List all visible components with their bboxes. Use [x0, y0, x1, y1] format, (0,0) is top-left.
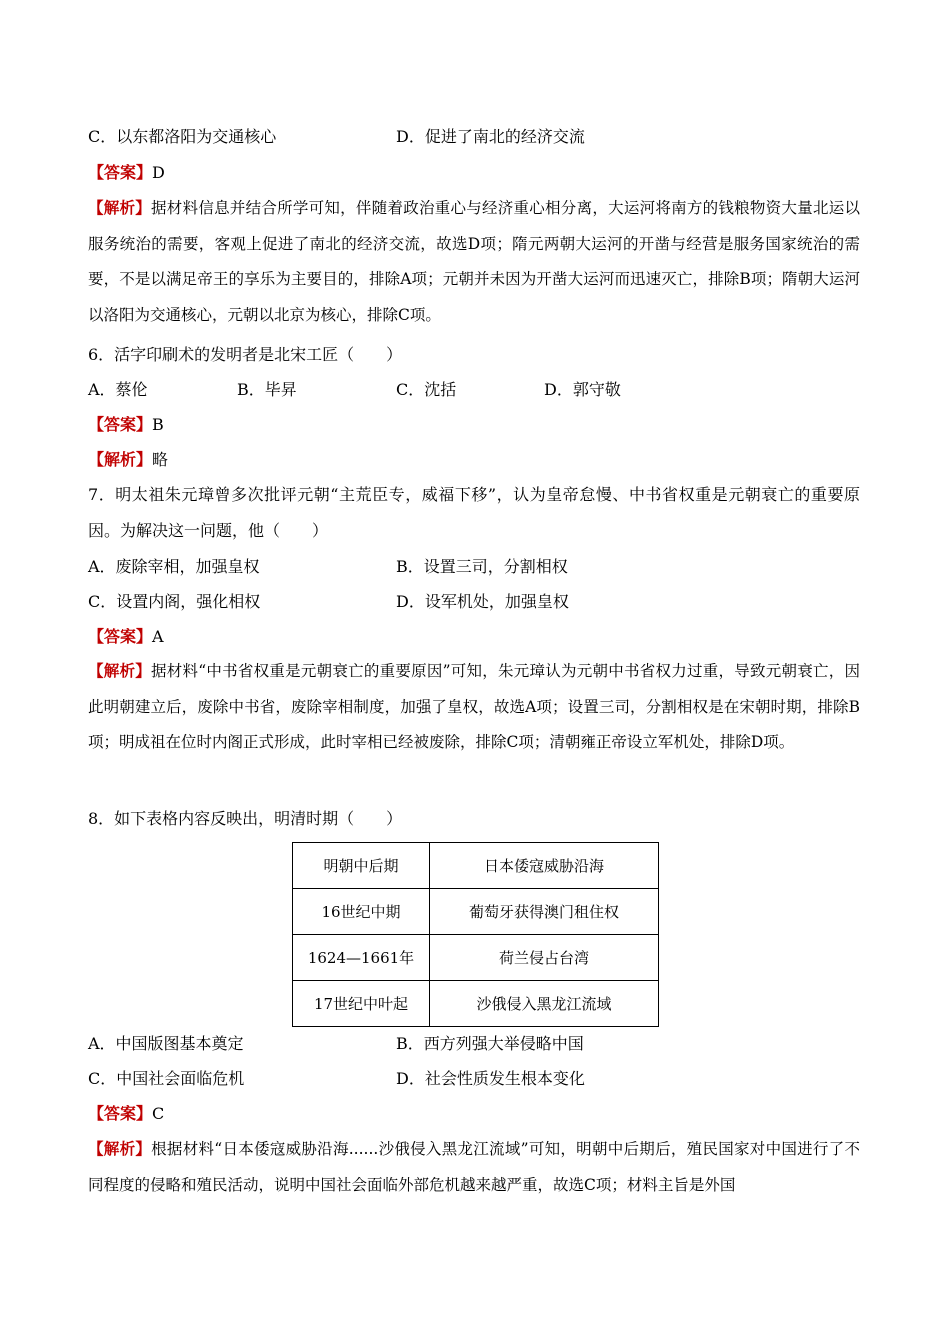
- answer-value: D: [152, 163, 165, 182]
- table-row: [293, 889, 659, 935]
- q8-answer: [88, 1104, 164, 1124]
- answer-tag: 【答案】: [88, 1104, 153, 1123]
- q6-option-a: A．蔡伦: [88, 380, 148, 399]
- table-row: [293, 935, 659, 981]
- q7-question: 7．明太祖朱元璋曾多次批评元朝“主荒臣专，威福下移”，认为皇帝怠慢、中书省权重是元朝衰亡的重要原因。为解决这一问题，他（ ）: [88, 485, 860, 540]
- q8-question: 8．如下表格内容反映出，明清时期（ ）: [88, 809, 403, 828]
- answer-value: B: [152, 415, 164, 434]
- q7-option-c: C．设置内阁，强化相权: [88, 592, 261, 611]
- answer-tag: 【答案】: [88, 415, 153, 434]
- q8-option-a: A．中国版图基本奠定: [88, 1034, 244, 1053]
- q7-option-a: A．废除宰相，加强皇权: [88, 557, 260, 576]
- table-cell-period: 1624—1661年: [293, 935, 430, 981]
- q5-answer: [88, 163, 165, 183]
- table-cell-period: 明朝中后期: [293, 843, 430, 889]
- table-cell-event: 荷兰侵占台湾: [430, 935, 659, 981]
- table-row: [293, 843, 659, 889]
- analysis-text: 据材料“中书省权重是元朝衰亡的重要原因”可知，朱元璋认为元朝中书省权力过重，导致元朝衰亡，因此明朝建立后，废除中书省，废除宰相制度，加强了皇权，故选A项；设置三司，分割相权是在宋朝时期，排除B项；明成祖在位时内阁正式形成，此时宰相已经被废除，排除C项；清朝雍正帝设立军机处，排除D项。: [88, 662, 860, 751]
- q8-table: [292, 842, 659, 1027]
- table-row: [293, 981, 659, 1027]
- q6-option-c: C．沈括: [396, 380, 457, 399]
- q6-answer: [88, 415, 164, 435]
- analysis-tag: 【解析】: [88, 661, 151, 680]
- q8-option-d: D．社会性质发生根本变化: [396, 1069, 585, 1088]
- table-cell-event: 日本倭寇威胁沿海: [430, 843, 659, 889]
- q6-option-b: B．毕昇: [237, 380, 297, 399]
- analysis-tag: 【解析】: [88, 450, 153, 469]
- q6-option-d: D．郭守敬: [544, 380, 621, 399]
- answer-value: A: [152, 627, 164, 646]
- answer-tag: 【答案】: [88, 627, 153, 646]
- q6-question: 6．活字印刷术的发明者是北宋工匠（ ）: [88, 345, 403, 364]
- table-cell-period: 17世纪中叶起: [293, 981, 430, 1027]
- analysis-text: 据材料信息并结合所学可知，伴随着政治重心与经济重心相分离，大运河将南方的钱粮物资大量北运以服务统治的需要，客观上促进了南北的经济交流，故选D项；隋元两朝大运河的开凿与经营是服务国家统治的需要，不是以满足帝王的享乐为主要目的，排除A项；元朝并未因为开凿大运河而迅速灭亡，排除B项；隋朝大运河以洛阳为交通核心，元朝以北京为核心，排除C项。: [88, 199, 860, 324]
- answer-value: C: [152, 1104, 165, 1123]
- analysis-text: 根据材料“日本倭寇威胁沿海......沙俄侵入黑龙江流域”可知，明朝中后期后，殖民国家对中国进行了不同程度的侵略和殖民活动，说明中国社会面临外部危机越来越严重，故选C项；材料主旨是外国: [88, 1140, 860, 1194]
- q7-answer: [88, 627, 164, 647]
- analysis-text: 略: [152, 450, 169, 469]
- q7-analysis: [88, 653, 860, 761]
- q6-analysis: [88, 450, 168, 470]
- table-cell-period: 16世纪中期: [293, 889, 430, 935]
- table-cell-event: 沙俄侵入黑龙江流域: [430, 981, 659, 1027]
- q5-option-d: D．促进了南北的经济交流: [396, 127, 585, 146]
- q5-analysis: [88, 190, 860, 333]
- analysis-tag: 【解析】: [88, 1139, 152, 1158]
- table-cell-event: 葡萄牙获得澳门租住权: [430, 889, 659, 935]
- q8-option-c: C．中国社会面临危机: [88, 1069, 245, 1088]
- analysis-tag: 【解析】: [88, 198, 152, 217]
- answer-tag: 【答案】: [88, 163, 153, 182]
- q5-option-c: C．以东都洛阳为交通核心: [88, 127, 277, 146]
- q7-option-d: D．设军机处，加强皇权: [396, 592, 569, 611]
- q8-option-b: B．西方列强大举侵略中国: [396, 1034, 584, 1053]
- q7-option-b: B．设置三司，分割相权: [396, 557, 568, 576]
- q8-analysis: [88, 1131, 860, 1203]
